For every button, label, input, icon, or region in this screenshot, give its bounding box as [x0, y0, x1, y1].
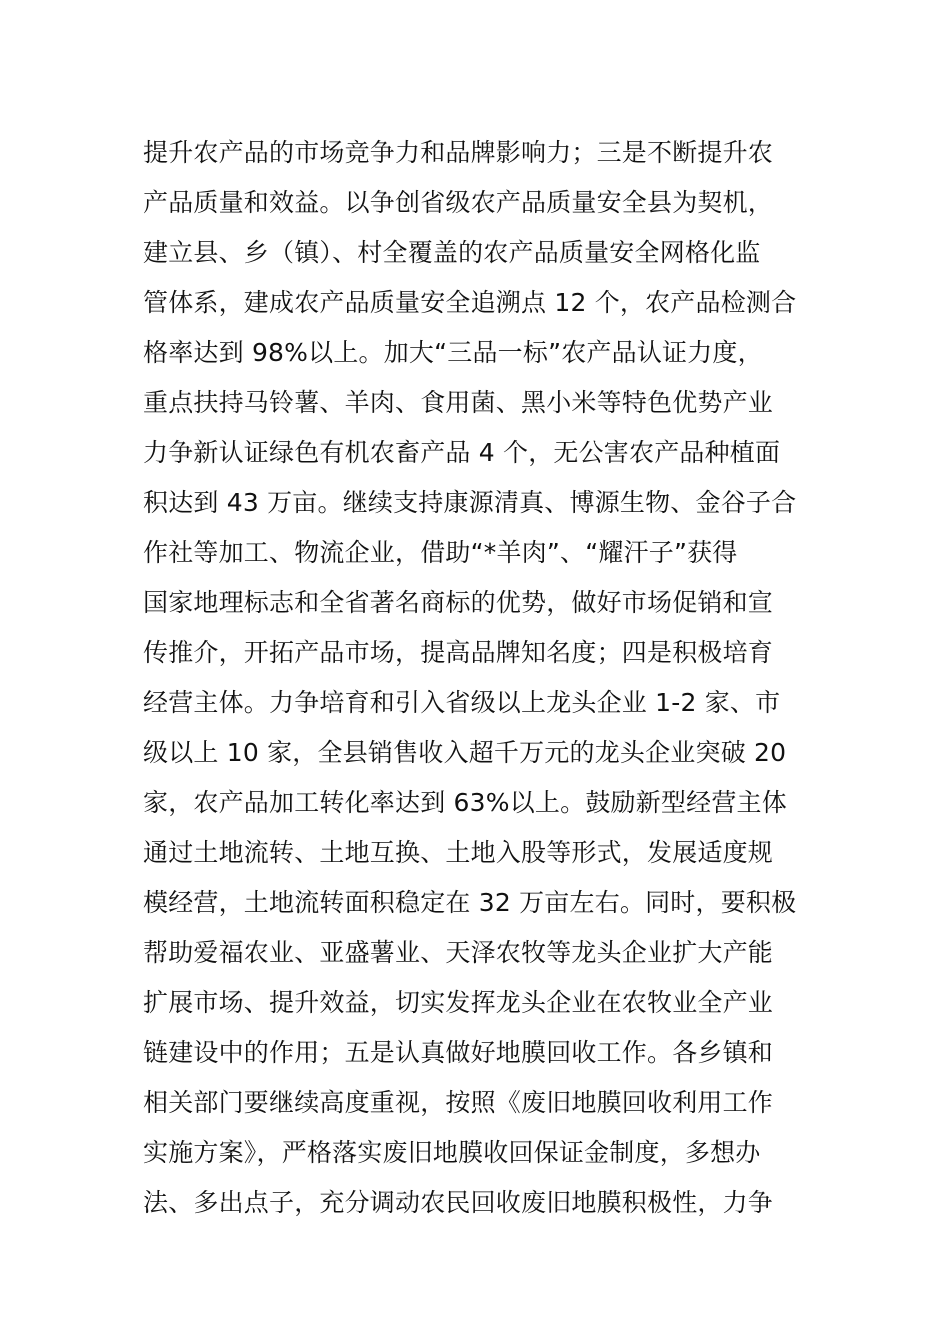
- text-line: 相关部门要继续高度重视，按照《废旧地膜回收利用工作: [143, 1088, 774, 1117]
- text-line: 级以上 10 家，全县销售收入超千万元的龙头企业突破 20: [143, 738, 787, 767]
- text-line: 建立县、乡（镇）、村全覆盖的农产品质量安全网格化监: [143, 238, 761, 267]
- text-line: 链建设中的作用；五是认真做好地膜回收工作。各乡镇和: [143, 1038, 774, 1067]
- text-line: 产品质量和效益。以争创省级农产品质量安全县为契机，: [143, 188, 774, 217]
- text-line: 国家地理标志和全省著名商标的优势，做好市场促销和宣: [143, 588, 774, 617]
- text-line: 力争新认证绿色有机农畜产品 4 个，无公害农产品种植面: [143, 438, 781, 467]
- text-line: 提升农产品的市场竞争力和品牌影响力；三是不断提升农: [143, 138, 774, 167]
- text-line: 通过土地流转、土地互换、土地入股等形式，发展适度规: [143, 838, 774, 867]
- body-text: [143, 128, 813, 1228]
- text-line: 实施方案》，严格落实废旧地膜收回保证金制度，多想办: [143, 1138, 761, 1167]
- text-line: 格率达到 98%以上。加大“三品一标”农产品认证力度，: [143, 338, 763, 367]
- text-line: 经营主体。力争培育和引入省级以上龙头企业 1-2 家、市: [143, 688, 781, 717]
- text-line: 扩展市场、提升效益，切实发挥龙头企业在农牧业全产业: [143, 988, 774, 1017]
- text-line: 法、多出点子，充分调动农民回收废旧地膜积极性，力争: [143, 1188, 774, 1217]
- text-line: 积达到 43 万亩。继续支持康源清真、博源生物、金谷子合: [143, 488, 797, 517]
- text-line: 家，农产品加工转化率达到 63%以上。鼓励新型经营主体: [143, 788, 787, 817]
- text-line: 重点扶持马铃薯、羊肉、食用菌、黑小米等特色优势产业: [143, 388, 774, 417]
- text-line: 管体系，建成农产品质量安全追溯点 12 个，农产品检测合: [143, 288, 797, 317]
- text-line: 帮助爱福农业、亚盛薯业、天泽农牧等龙头企业扩大产能: [143, 938, 774, 967]
- text-line: 模经营，土地流转面积稳定在 32 万亩左右。同时，要积极: [143, 888, 797, 917]
- text-line: 传推介，开拓产品市场，提高品牌知名度；四是积极培育: [143, 638, 774, 667]
- text-line: 作社等加工、物流企业，借助“*羊肉”、“耀汗子”获得: [143, 538, 738, 567]
